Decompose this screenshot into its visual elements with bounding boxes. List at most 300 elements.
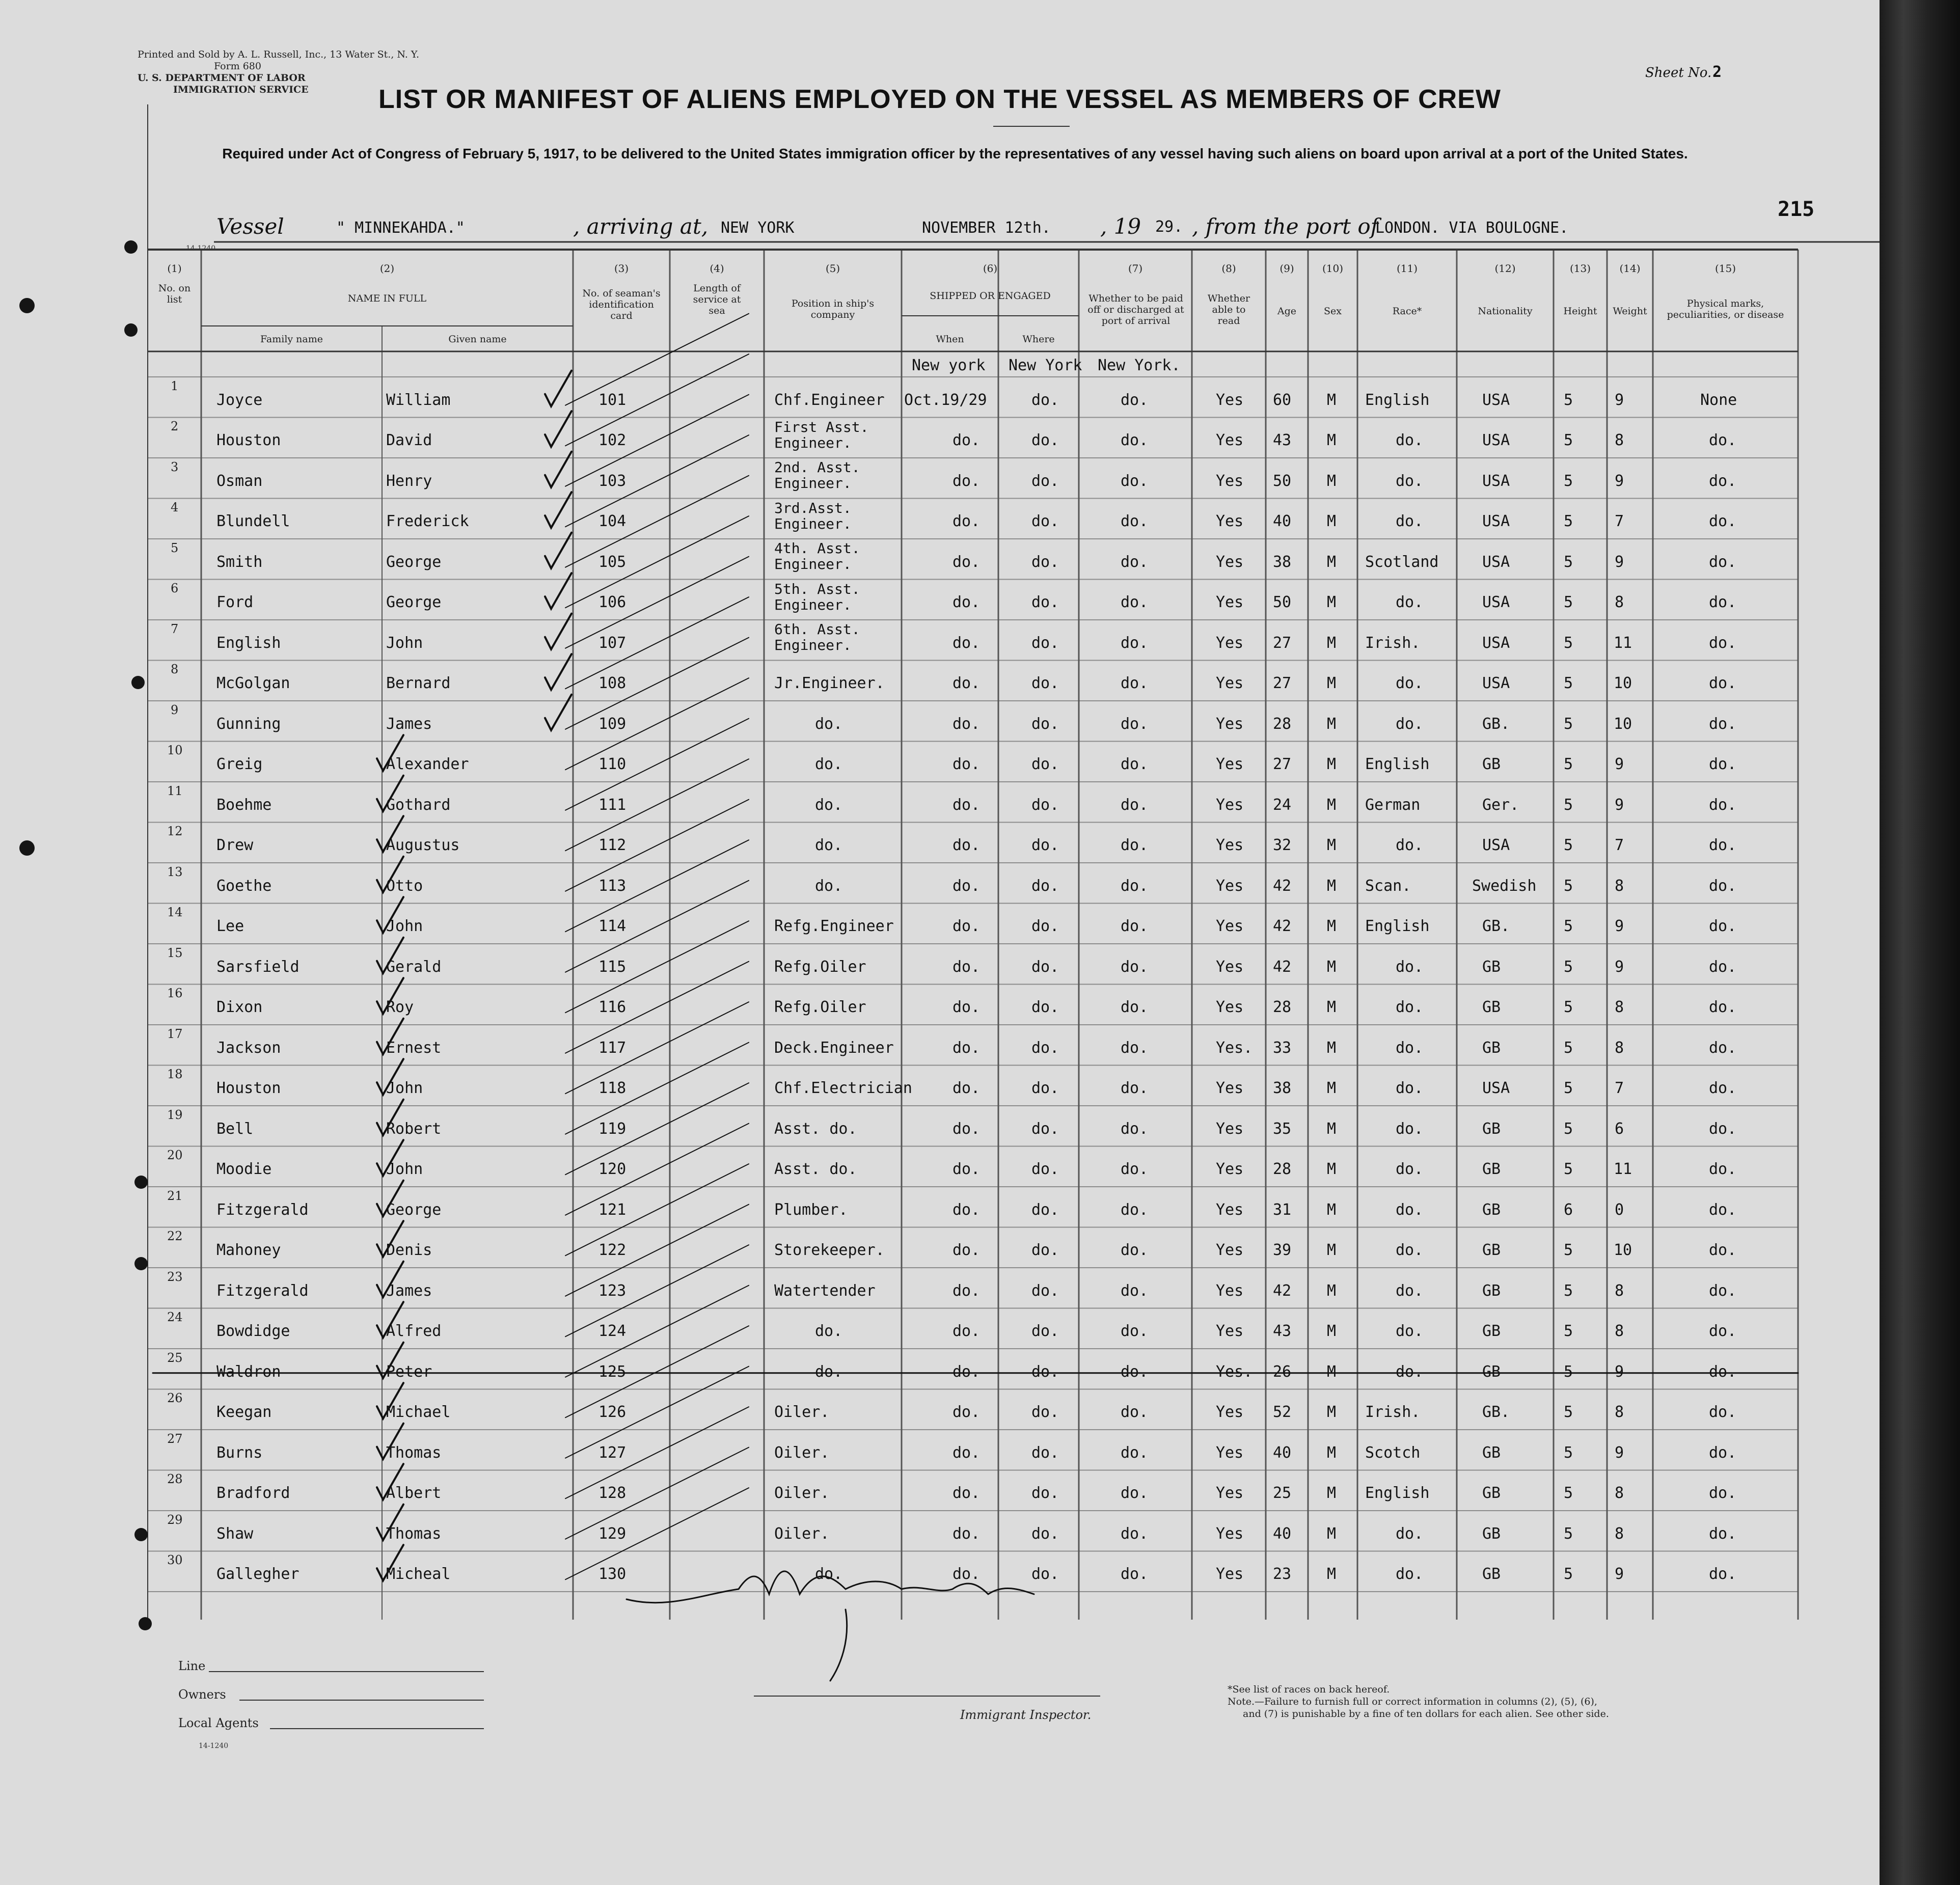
able-to-read: Yes: [1216, 512, 1244, 531]
card-check-stroke: [565, 516, 749, 608]
col-15-label: Physical marks, peculiarities, or disease: [1667, 298, 1784, 320]
sex: M: [1327, 1362, 1337, 1381]
given-name: James: [386, 1281, 432, 1300]
sex: M: [1327, 1119, 1337, 1138]
sex: M: [1327, 917, 1337, 936]
height: 5: [1564, 553, 1573, 571]
family-name: Boehme: [216, 796, 272, 814]
age: 40: [1273, 512, 1292, 531]
position: Asst. do.: [774, 1119, 857, 1138]
paid-off: do.: [1121, 998, 1149, 1017]
position-line-2: Engineer.: [774, 515, 852, 532]
able-to-read: Yes: [1216, 1281, 1244, 1300]
physical-marks: do.: [1709, 1565, 1737, 1583]
from-port-label: , from the port of: [1192, 214, 1379, 239]
position: 6th. Asst.: [774, 621, 860, 638]
nationality: USA: [1482, 836, 1510, 855]
position-line-2: Engineer.: [774, 637, 852, 654]
nationality: GB: [1482, 1484, 1501, 1502]
sex: M: [1327, 755, 1337, 774]
engaged-when: do.: [952, 1160, 981, 1179]
race: do.: [1396, 1281, 1424, 1300]
col-6-label: SHIPPED OR ENGAGED: [930, 290, 1051, 302]
race: do.: [1396, 1039, 1424, 1057]
height: 5: [1564, 877, 1573, 895]
sex: M: [1327, 472, 1337, 490]
sex: M: [1327, 553, 1337, 571]
age: 40: [1273, 1443, 1292, 1462]
check-mark: [545, 533, 571, 568]
card-check-stroke: [565, 557, 749, 648]
card-check-stroke: [565, 638, 749, 729]
given-name: George: [386, 1200, 442, 1219]
row-number: 11: [167, 783, 183, 798]
age: 27: [1273, 634, 1292, 652]
paid-off: do.: [1121, 391, 1149, 409]
family-name: Houston: [216, 1079, 281, 1098]
weight: 6: [1615, 1119, 1624, 1138]
engaged-where: do.: [1031, 1200, 1059, 1219]
id-card-number: 116: [598, 998, 627, 1017]
paid-off: do.: [1121, 917, 1149, 936]
card-check-stroke: [565, 840, 749, 932]
position: 4th. Asst.: [774, 540, 860, 557]
family-name: Bowdidge: [216, 1322, 290, 1341]
age: 28: [1273, 1160, 1292, 1179]
race: do.: [1396, 1362, 1424, 1381]
nationality: USA: [1482, 593, 1510, 612]
col-1-number: (1): [167, 262, 182, 275]
able-to-read: Yes: [1216, 755, 1244, 774]
paid-off: do.: [1121, 1200, 1149, 1219]
paid-off: do.: [1121, 431, 1149, 450]
height: 5: [1564, 1565, 1573, 1583]
col-2-family: Family name: [260, 334, 323, 345]
vessel-name: " MINNEKAHDA.": [336, 219, 465, 237]
race: Scotch: [1365, 1443, 1421, 1462]
id-card-number: 113: [598, 877, 627, 895]
sex: M: [1327, 1160, 1337, 1179]
punch-hole: [134, 1528, 148, 1541]
family-name: Houston: [216, 431, 281, 450]
family-name: English: [216, 634, 281, 652]
col-2-label: NAME IN FULL: [347, 293, 427, 304]
able-to-read: Yes: [1216, 1079, 1244, 1098]
col-11-number: (11): [1396, 262, 1418, 275]
nationality: GB: [1482, 1281, 1501, 1300]
penalty-note-1: Note.—Failure to furnish full or correct information in columns (2), (5), (6),: [1228, 1696, 1597, 1707]
able-to-read: Yes: [1216, 553, 1244, 571]
position: do.: [815, 836, 843, 855]
departure-port: LONDON. VIA BOULOGNE.: [1375, 219, 1569, 237]
engaged-where: do.: [1031, 1079, 1059, 1098]
position: First Asst.: [774, 418, 869, 435]
paid-off: do.: [1121, 674, 1149, 693]
col-5-label: Position in ship's company: [791, 298, 875, 320]
engaged-when-header: New york: [912, 357, 986, 374]
height: 5: [1564, 1322, 1573, 1341]
family-name: Keegan: [216, 1403, 272, 1422]
id-card-number: 120: [598, 1160, 627, 1179]
height: 5: [1564, 958, 1573, 976]
given-name: Albert: [386, 1484, 442, 1502]
sex: M: [1327, 634, 1337, 652]
race: do.: [1396, 998, 1424, 1017]
engaged-when: do.: [952, 1039, 981, 1057]
position: Deck.Engineer: [774, 1039, 894, 1057]
family-name: Jackson: [216, 1039, 281, 1057]
card-check-stroke: [565, 1002, 749, 1094]
race: do.: [1396, 1524, 1424, 1543]
able-to-read: Yes: [1216, 715, 1244, 733]
arrival-year: 29.: [1155, 218, 1183, 236]
card-check-stroke: [565, 1083, 749, 1174]
age: 24: [1273, 796, 1292, 814]
row-number: 14: [167, 905, 183, 920]
family-name: Gunning: [216, 715, 281, 733]
card-check-stroke: [565, 1205, 749, 1296]
col-5-number: (5): [825, 262, 840, 275]
row-number: 4: [171, 500, 179, 515]
physical-marks: do.: [1709, 1403, 1737, 1422]
row-number: 21: [167, 1188, 183, 1203]
height: 5: [1564, 1362, 1573, 1381]
physical-marks: do.: [1709, 674, 1737, 693]
able-to-read: Yes: [1216, 1119, 1244, 1138]
given-name: Henry: [386, 472, 432, 490]
physical-marks: do.: [1709, 1281, 1737, 1300]
position-line-2: Engineer.: [774, 596, 852, 613]
engaged-when: do.: [952, 1443, 981, 1462]
card-check-stroke: [565, 354, 749, 446]
age: 42: [1273, 958, 1292, 976]
col-1-label: No. on list: [158, 283, 191, 305]
page-title: LIST OR MANIFEST OF ALIENS EMPLOYED ON THE VESSEL AS MEMBERS OF CREW: [378, 85, 1501, 114]
race: Scan.: [1365, 877, 1411, 895]
id-card-number: 106: [598, 593, 627, 612]
position: do.: [815, 715, 843, 733]
id-card-number: 110: [598, 755, 627, 774]
sex: M: [1327, 1403, 1337, 1422]
height: 5: [1564, 1443, 1573, 1462]
age: 26: [1273, 1362, 1292, 1381]
race: English: [1365, 917, 1430, 936]
engaged-where: do.: [1031, 1484, 1059, 1502]
nationality: GB.: [1482, 1403, 1510, 1422]
engaged-where: do.: [1031, 1039, 1059, 1057]
position-line-2: Engineer.: [774, 475, 852, 492]
family-name: Ford: [216, 593, 254, 612]
height: 5: [1564, 917, 1573, 936]
family-name: Smith: [216, 553, 263, 571]
engaged-where: do.: [1031, 1524, 1059, 1543]
nationality: USA: [1482, 472, 1510, 490]
height: 5: [1564, 715, 1573, 733]
inspector-label: Immigrant Inspector.: [960, 1708, 1092, 1722]
card-check-stroke: [565, 1245, 749, 1336]
col-14-number: (14): [1619, 262, 1641, 275]
card-check-stroke: [565, 476, 749, 567]
physical-marks: do.: [1709, 715, 1737, 733]
row-number: 23: [167, 1269, 183, 1284]
physical-marks: do.: [1709, 634, 1737, 652]
family-name: Shaw: [216, 1524, 254, 1543]
able-to-read: Yes: [1216, 998, 1244, 1017]
col-6-when: When: [936, 334, 964, 345]
family-name: Waldron: [216, 1362, 281, 1381]
height: 5: [1564, 1039, 1573, 1057]
col-10-label: Sex: [1324, 306, 1342, 317]
row-number: 29: [167, 1512, 183, 1527]
id-card-number: 119: [598, 1119, 627, 1138]
id-card-number: 105: [598, 553, 627, 571]
printer-line-1: Printed and Sold by A. L. Russell, Inc., 13 Water St., N. Y.: [138, 49, 420, 60]
sheet-no-value: 2: [1712, 63, 1722, 81]
height: 5: [1564, 1281, 1573, 1300]
id-card-number: 111: [598, 796, 627, 814]
family-name: Sarsfield: [216, 958, 300, 976]
family-name: Burns: [216, 1443, 263, 1462]
engaged-where: do.: [1031, 593, 1059, 612]
inspector-signature: [627, 1571, 1034, 1681]
weight: 8: [1615, 1524, 1624, 1543]
weight: 10: [1614, 674, 1632, 693]
position: 5th. Asst.: [774, 580, 860, 597]
vessel-label: Vessel: [216, 214, 284, 239]
card-check-stroke: [565, 1447, 749, 1539]
punch-hole: [131, 676, 145, 689]
weight: 8: [1615, 877, 1624, 895]
weight: 9: [1615, 553, 1624, 571]
id-card-number: 123: [598, 1281, 627, 1300]
col-9-number: (9): [1280, 262, 1294, 275]
weight: 11: [1614, 634, 1632, 652]
nationality: GB: [1482, 1524, 1501, 1543]
row-number: 8: [171, 662, 179, 677]
height: 5: [1564, 1484, 1573, 1502]
nationality: GB: [1482, 1322, 1501, 1341]
given-name: John: [386, 917, 423, 936]
weight: 9: [1615, 391, 1624, 409]
race: Irish.: [1365, 634, 1421, 652]
given-name: William: [386, 391, 451, 409]
row-number: 16: [167, 986, 183, 1001]
position: Oiler.: [774, 1403, 830, 1422]
paid-off: do.: [1121, 877, 1149, 895]
col-4-number: (4): [710, 262, 724, 275]
row-number: 2: [171, 419, 179, 434]
family-name: Joyce: [216, 391, 263, 409]
nationality: Ger.: [1482, 796, 1519, 814]
position-line-2: Engineer.: [774, 434, 852, 451]
position: do.: [815, 1362, 843, 1381]
physical-marks: do.: [1709, 1119, 1737, 1138]
age: 43: [1273, 431, 1292, 450]
footer-line-label: Line: [178, 1659, 206, 1673]
position: do.: [815, 1565, 843, 1583]
able-to-read: Yes: [1216, 1565, 1244, 1583]
able-to-read: Yes: [1216, 1403, 1244, 1422]
punch-hole: [139, 1617, 152, 1630]
engaged-when: do.: [952, 1403, 981, 1422]
sex: M: [1327, 1079, 1337, 1098]
engaged-where: do.: [1031, 553, 1059, 571]
race: do.: [1396, 1565, 1424, 1583]
weight: 8: [1615, 1322, 1624, 1341]
engaged-when: do.: [952, 1322, 981, 1341]
engaged-where: do.: [1031, 796, 1059, 814]
engaged-when: do.: [952, 917, 981, 936]
engaged-where: do.: [1031, 472, 1059, 490]
sex: M: [1327, 877, 1337, 895]
engaged-when: do.: [952, 836, 981, 855]
position: Oiler.: [774, 1484, 830, 1502]
race: English: [1365, 755, 1430, 774]
race: do.: [1396, 593, 1424, 612]
family-name: Goethe: [216, 877, 272, 895]
sex: M: [1327, 1322, 1337, 1341]
age: 33: [1273, 1039, 1292, 1057]
race: do.: [1396, 512, 1424, 531]
row-number: 20: [167, 1148, 183, 1163]
race: English: [1365, 391, 1430, 409]
engaged-where: do.: [1031, 1403, 1059, 1422]
id-card-number: 128: [598, 1484, 627, 1502]
id-card-number: 130: [598, 1565, 627, 1583]
col-6-number: (6): [983, 262, 998, 275]
given-name: John: [386, 1079, 423, 1098]
col-9-label: Age: [1277, 306, 1297, 317]
able-to-read: Yes.: [1216, 1039, 1253, 1057]
printer-line-3: U. S. DEPARTMENT OF LABOR: [138, 72, 306, 84]
paid-off: do.: [1121, 512, 1149, 531]
paid-off: do.: [1121, 1039, 1149, 1057]
weight: 9: [1615, 796, 1624, 814]
race: do.: [1396, 1241, 1424, 1260]
card-check-stroke: [565, 759, 749, 851]
age: 60: [1273, 391, 1292, 409]
id-card-number: 103: [598, 472, 627, 490]
height: 5: [1564, 836, 1573, 855]
engaged-when: do.: [952, 1362, 981, 1381]
age: 28: [1273, 715, 1292, 733]
position: Asst. do.: [774, 1160, 857, 1179]
year-prefix: , 19: [1100, 214, 1141, 239]
paid-off-header: New York.: [1098, 357, 1181, 374]
physical-marks: do.: [1709, 472, 1737, 490]
form-code: 14-1240: [186, 244, 216, 253]
engaged-when: do.: [952, 796, 981, 814]
engaged-when: do.: [952, 674, 981, 693]
row-number: 10: [167, 743, 183, 758]
position: Watertender: [774, 1281, 876, 1300]
card-check-stroke: [565, 962, 749, 1053]
sex: M: [1327, 431, 1337, 450]
height: 5: [1564, 431, 1573, 450]
row-number: 25: [167, 1350, 183, 1365]
able-to-read: Yes: [1216, 958, 1244, 976]
nationality: USA: [1482, 431, 1510, 450]
nationality: GB.: [1482, 917, 1510, 936]
row-number: 15: [167, 945, 183, 960]
engaged-when: do.: [952, 715, 981, 733]
position: Refg.Oiler: [774, 998, 866, 1017]
id-card-number: 104: [598, 512, 627, 531]
given-name: Gothard: [386, 796, 451, 814]
engaged-where: do.: [1031, 958, 1059, 976]
weight: 9: [1615, 958, 1624, 976]
position: Refg.Oiler: [774, 958, 866, 976]
age: 40: [1273, 1524, 1292, 1543]
physical-marks: do.: [1709, 553, 1737, 571]
id-card-number: 118: [598, 1079, 627, 1098]
height: 5: [1564, 755, 1573, 774]
given-name: Alfred: [386, 1322, 442, 1341]
nationality: GB: [1482, 1565, 1501, 1583]
age: 50: [1273, 593, 1292, 612]
printer-line-2: Form 680: [214, 61, 261, 72]
race: do.: [1396, 1200, 1424, 1219]
row-number: 17: [167, 1026, 183, 1041]
check-mark: [545, 371, 571, 406]
age: 23: [1273, 1565, 1292, 1583]
col-8-number: (8): [1221, 262, 1236, 275]
physical-marks: do.: [1709, 877, 1737, 895]
given-name: Augustus: [386, 836, 460, 855]
weight: 8: [1615, 1484, 1624, 1502]
physical-marks: do.: [1709, 431, 1737, 450]
age: 28: [1273, 998, 1292, 1017]
sex: M: [1327, 1484, 1337, 1502]
race: do.: [1396, 431, 1424, 450]
id-card-number: 127: [598, 1443, 627, 1462]
engaged-where: do.: [1031, 431, 1059, 450]
card-check-stroke: [565, 597, 749, 689]
physical-marks: do.: [1709, 836, 1737, 855]
engaged-where: do.: [1031, 1443, 1059, 1462]
physical-marks: do.: [1709, 755, 1737, 774]
age: 43: [1273, 1322, 1292, 1341]
age: 39: [1273, 1241, 1292, 1260]
position: 3rd.Asst.: [774, 499, 852, 516]
id-card-number: 109: [598, 715, 627, 733]
row-number: 6: [171, 581, 179, 596]
id-card-number: 122: [598, 1241, 627, 1260]
able-to-read: Yes: [1216, 1524, 1244, 1543]
position: do.: [815, 1322, 843, 1341]
height: 5: [1564, 634, 1573, 652]
check-mark: [545, 654, 571, 690]
physical-marks: do.: [1709, 1079, 1737, 1098]
able-to-read: Yes: [1216, 917, 1244, 936]
id-card-number: 115: [598, 958, 627, 976]
age: 35: [1273, 1119, 1292, 1138]
row-number: 7: [171, 621, 179, 636]
punch-hole: [124, 240, 138, 254]
weight: 9: [1615, 917, 1624, 936]
penalty-note-2: and (7) is punishable by a fine of ten dollars for each alien. See other side.: [1243, 1708, 1609, 1719]
nationality: Swedish: [1472, 877, 1537, 895]
engaged-where: do.: [1031, 836, 1059, 855]
id-card-number: 117: [598, 1039, 627, 1057]
age: 42: [1273, 877, 1292, 895]
check-mark: [545, 695, 571, 730]
nationality: GB: [1482, 1160, 1501, 1179]
weight: 7: [1615, 1079, 1624, 1098]
weight: 8: [1615, 1403, 1624, 1422]
weight: 8: [1615, 431, 1624, 450]
paid-off: do.: [1121, 1565, 1149, 1583]
